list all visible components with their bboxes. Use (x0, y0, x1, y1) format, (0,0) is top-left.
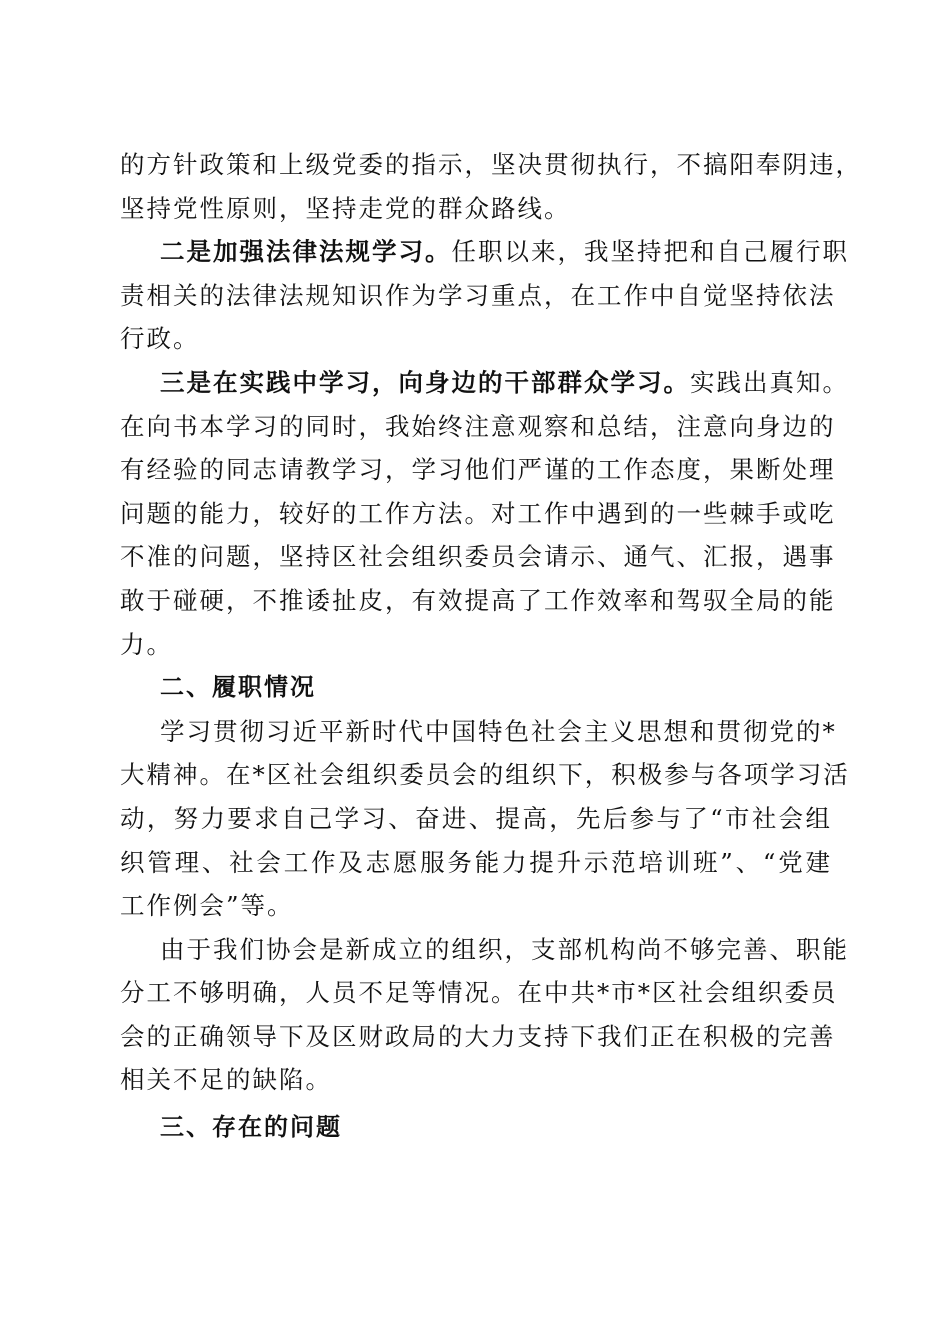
text-line: 敢于碰硬，不推诿扯皮，有效提高了工作效率和驾驭全局的能 (120, 585, 836, 615)
section-heading-existing-problems: 三、存在的问题 (160, 1113, 342, 1142)
text-line: 会的正确领导下及区财政局的大力支持下我们正在积极的完善 (120, 1021, 836, 1051)
text-fragment: 实践出真知。 (690, 367, 849, 397)
document-body (120, 143, 862, 1150)
text-line: 责相关的法律法规知识作为学习重点，在工作中自觉坚持依法 (120, 280, 836, 310)
text-line: 坚持党性原则，坚持走党的群众路线。 (120, 193, 571, 223)
text-line: 问题的能力，较好的工作方法。对工作中遇到的一些棘手或吃 (120, 498, 836, 528)
text-line: 有经验的同志请教学习，学习他们严谨的工作态度，果断处理 (120, 455, 836, 485)
paragraph-law-study (120, 230, 849, 361)
text-line (120, 361, 849, 405)
paragraph-policy-continuation (120, 143, 862, 230)
text-line (120, 230, 849, 274)
text-line: 分工不够明确，人员不足等情况。在中共*市*区社会组织委员 (120, 978, 838, 1008)
paragraph-lead-bold: 三是在实践中学习，向身边的干部群众学习。 (160, 367, 690, 397)
text-line: 织管理、社会工作及志愿服务能力提升示范培训班”、“党建 (120, 847, 832, 877)
text-line: 相关不足的缺陷。 (120, 1065, 332, 1095)
text-line: 行政。 (120, 324, 200, 354)
text-line: 在向书本学习的同时，我始终注意观察和总结，注意向身边的 (120, 411, 836, 441)
text-line: 由于我们协会是新成立的组织，支部机构尚不够完善、职能 (160, 934, 849, 964)
paragraph-practice-study (120, 361, 849, 666)
text-line: 动，努力要求自己学习、奋进、提高，先后参与了“市社会组 (120, 803, 832, 833)
paragraph-association-status (120, 928, 849, 1102)
text-line: 的方针政策和上级党委的指示，坚决贯彻执行，不搞阳奉阴违， (120, 150, 862, 179)
paragraph-study-spirit (120, 710, 850, 928)
text-line: 大精神。在*区社会组织委员会的组织下，积极参与各项学习活 (120, 760, 850, 790)
section-heading-duty-performance: 二、履职情况 (160, 673, 316, 702)
text-line: 力。 (120, 629, 173, 659)
text-line: 不准的问题，坚持区社会组织委员会请示、通气、汇报，遇事 (120, 542, 836, 572)
text-line: 学习贯彻习近平新时代中国特色社会主义思想和贯彻党的* (160, 716, 837, 746)
paragraph-lead-bold: 二是加强法律法规学习。 (160, 237, 452, 267)
text-fragment: 任职以来，我坚持把和自己履行职 (451, 237, 849, 267)
text-line: 工作例会”等。 (120, 891, 294, 921)
